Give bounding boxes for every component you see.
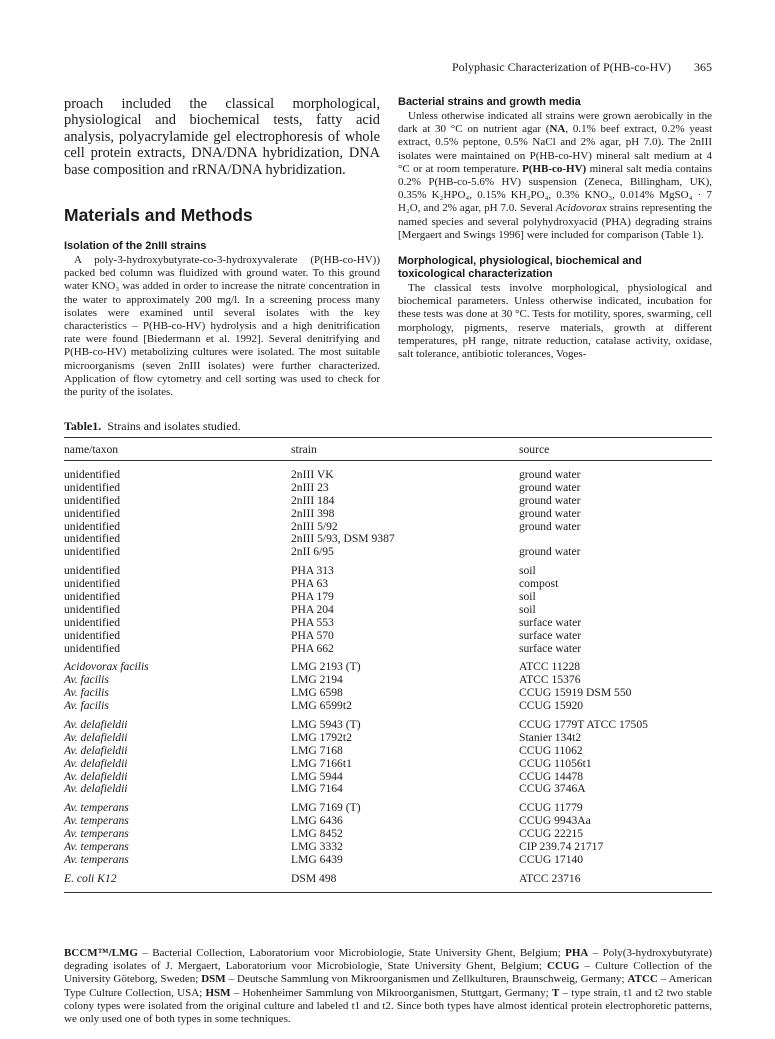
isolation-heading: Isolation of the 2nIII strains	[64, 240, 207, 253]
table-row	[64, 469, 712, 482]
table-row	[64, 533, 712, 546]
table-row	[64, 771, 712, 784]
page-number: 365	[694, 60, 712, 74]
bacterial-strains-paragraph	[398, 110, 712, 242]
table-row	[64, 687, 712, 700]
header-name-taxon: name/taxon	[64, 443, 119, 456]
cell-source: CCUG 15919 DSM 550	[519, 686, 632, 700]
intro-paragraph: proach included the classical morphological, physiological and biochemical tests, fatty acid analysis, polyacrylamide gel electrophoresis of whole cell protein extracts, DNA/DNA hybridization, DNA base composition and rRNA/DNA hybridization.	[64, 96, 380, 178]
cell-source: ATCC 15376	[519, 673, 581, 687]
table-row	[64, 854, 712, 867]
cell-strain: LMG 6436	[291, 814, 343, 828]
cell-strain: LMG 7166t1	[291, 756, 352, 770]
cell-strain: 2nIII 5/93, DSM 9387	[291, 532, 395, 546]
bact-text-3: mineral salt media contains 0.2% P(HB-co-5.6% HV) suspension (Zeneca, Billingham, UK), 0.35% K₂HPO₄, 0.15% KH₂PO₄, 0.3% KNO₃, 0.014% MgSO₄ · 7 H₂O, and 2% agar, pH 7.0. Several	[398, 162, 712, 215]
cell-taxon: unidentified	[64, 615, 121, 629]
right-column	[398, 96, 712, 361]
cell-strain: 2nII 6/95	[291, 545, 334, 559]
cell-source: CCUG 3746A	[519, 782, 586, 796]
bacterial-strains-heading: Bacterial strains and growth media	[398, 96, 581, 108]
table-row	[64, 783, 712, 796]
cell-source: ground water	[519, 480, 581, 494]
table-bottom-rule	[64, 892, 712, 893]
cell-source: soil	[519, 590, 536, 604]
strains-table	[64, 437, 712, 893]
fn-term-hsm: HSM	[205, 986, 231, 999]
table-body	[64, 461, 712, 886]
cell-source: soil	[519, 602, 536, 616]
cell-taxon: unidentified	[64, 545, 121, 559]
table-row	[64, 630, 712, 643]
cell-taxon: unidentified	[64, 641, 121, 655]
table-row	[64, 565, 712, 578]
cell-strain: 2nIII 398	[291, 506, 335, 520]
morphological-heading: Morphological, physiological, biochemical and toxicological characterization	[398, 255, 642, 281]
cell-source: CCUG 17140	[519, 852, 584, 866]
table-row	[64, 578, 712, 591]
cell-strain: LMG 2193 (T)	[291, 660, 361, 674]
cell-source: CCUG 22215	[519, 827, 584, 841]
cell-taxon: Av. delafieldii	[64, 718, 128, 732]
cell-taxon: unidentified	[64, 493, 121, 507]
cell-source: CCUG 11779	[519, 801, 583, 815]
bact-phb: P(HB-co-HV)	[522, 162, 587, 175]
cell-taxon: E. coli K12	[64, 871, 117, 885]
table-row	[64, 815, 712, 828]
fn-desc-pha: – Poly(3-hydroxybutyrate) degrading isolates of J. Mergaert, Laboratorium voor Microbiologie, State University Ghent, Belgium;	[64, 947, 712, 973]
cell-taxon: unidentified	[64, 590, 121, 604]
cell-taxon: unidentified	[64, 532, 121, 546]
left-column	[64, 96, 380, 399]
section-title: Materials and Methods	[64, 205, 253, 226]
bact-text-2: , 0.1% beef extract, 0.2% yeast extract, 0.5% peptone, 0.5% NaCl and 2% agar, pH 7.0). The 2nIII isolates were maintained on P(HB-co-HV) mineral salt medium at 4 °C or at room temperature.	[398, 123, 712, 175]
cell-taxon: Av. temperans	[64, 814, 129, 828]
bact-text-1: Unless otherwise indicated all strains were grown aerobically in the dark at 30 °C on nutrient agar (	[398, 110, 712, 136]
cell-strain: LMG 8452	[291, 827, 343, 841]
fn-desc-dsm: – Deutsche Sammlung von Mikroorganismen und Zellkulturen, Braunschweig, Germany;	[225, 973, 628, 986]
cell-source: ATCC 23716	[519, 871, 581, 885]
cell-taxon: Av. facilis	[64, 673, 109, 687]
fn-term-pha: PHA	[565, 947, 589, 959]
morphological-paragraph: The classical tests involve morphological, physiological and biochemical parameters. Unless otherwise indicated, incubation for these tests was done at 30 °C. Tests for motility, spores, swarming, cell morphology, pigments, reserve materials, growth at different temperatures, pH range, nitrate reduction, catalase activity, oxidase, salt tolerance, antibiotic tolerances, Voges-	[398, 282, 712, 361]
table-row	[64, 841, 712, 854]
fn-term-ccug: CCUG	[547, 960, 580, 973]
cell-source: CIP 239.74 21717	[519, 840, 604, 854]
bact-text-4: strains representing the named species and several polyhydroxyacid (PHA) degrading strains [Mergaert and Swings 1996] were included for comparison (Table 1).	[398, 202, 712, 241]
table-row	[64, 700, 712, 713]
table-row	[64, 617, 712, 630]
header-strain: strain	[291, 443, 317, 456]
cell-taxon: unidentified	[64, 564, 121, 578]
cell-source: CCUG 11056t1	[519, 756, 592, 770]
fn-term-type: T	[551, 986, 560, 999]
cell-strain: LMG 7168	[291, 743, 343, 757]
cell-strain: LMG 7169 (T)	[291, 801, 361, 815]
cell-taxon: Acidovorax facilis	[64, 660, 149, 674]
cell-source: compost	[519, 577, 559, 591]
cell-source: ground water	[519, 468, 581, 481]
fn-desc-type: – type strain, t1 and t2 two stable colony types were isolated from the original culture and labeled t1 and t2. Since both types have almost identical protein electrophoretic patterns, we only used one of both types in some techniques.	[64, 986, 713, 1026]
table-row	[64, 495, 712, 508]
cell-strain: LMG 3332	[291, 840, 343, 854]
table-row	[64, 643, 712, 656]
cell-taxon: Av. delafieldii	[64, 756, 128, 770]
table-row	[64, 828, 712, 841]
table-row	[64, 719, 712, 732]
cell-strain: LMG 6598	[291, 686, 343, 700]
header-source: source	[519, 443, 550, 456]
cell-strain: 2nIII 184	[291, 493, 335, 507]
cell-strain: PHA 63	[291, 577, 329, 591]
cell-taxon: unidentified	[64, 468, 121, 481]
fn-desc-lmg: – Bacterial Collection, Laboratorium voor Microbiologie, State University Ghent, Belgium;	[137, 947, 566, 959]
cell-source: ground water	[519, 493, 581, 507]
cell-strain: LMG 2194	[291, 673, 343, 687]
table-caption	[64, 419, 241, 434]
cell-taxon: Av. temperans	[64, 801, 129, 815]
cell-source: Stanier 134t2	[519, 730, 582, 744]
cell-taxon: Av. delafieldii	[64, 769, 128, 783]
cell-strain: 2nIII 5/92	[291, 519, 338, 533]
cell-strain: LMG 5944	[291, 769, 343, 783]
cell-source: soil	[519, 564, 536, 578]
cell-strain: PHA 553	[291, 615, 334, 629]
cell-source: CCUG 15920	[519, 699, 584, 713]
cell-taxon: unidentified	[64, 628, 121, 642]
bact-na: NA	[549, 123, 566, 136]
cell-source: ATCC 11228	[519, 660, 581, 674]
table-row	[64, 873, 712, 886]
cell-source: ground water	[519, 506, 581, 520]
table-row	[64, 758, 712, 771]
cell-taxon: Av. delafieldii	[64, 782, 128, 796]
cell-source: surface water	[519, 628, 582, 642]
cell-source: surface water	[519, 641, 582, 655]
cell-strain: 2nIII VK	[291, 468, 334, 481]
cell-taxon: Av. facilis	[64, 686, 109, 700]
cell-strain: DSM 498	[291, 871, 337, 885]
table-row	[64, 732, 712, 745]
cell-source: CCUG 9943Aa	[519, 814, 591, 828]
cell-source: CCUG 1779T ATCC 17505	[519, 718, 648, 732]
table-caption-label: Table1.	[64, 419, 102, 433]
cell-taxon: Av. delafieldii	[64, 730, 128, 744]
table-caption-text: Strains and isolates studied.	[107, 419, 241, 433]
table-row	[64, 745, 712, 758]
table-row	[64, 482, 712, 495]
table-row	[64, 591, 712, 604]
cell-source: surface water	[519, 615, 582, 629]
bact-genus: Acidovorax	[555, 202, 607, 215]
fn-desc-atcc: – American Type Culture Collection, USA;	[64, 973, 712, 999]
isolation-paragraph: A poly-3-hydroxybutyrate-co-3-hydroxyvalerate (P(HB-co-HV)) packed bed column was fluidized with ground water. To this ground water KNO₃ was added in order to increase the nitrate concentration in the water to approximately 200 mg/l. In a screening process many isolates were examined until several isolates with the key characteristics – P(HB-co-HV) hydrolysis and a high denitrification rate were found [Biedermann et al. 1992]. Several denitrifying and P(HB-co-HV) metabolizing cultures were isolated. The most suitable microorganisms (seven 2nIII isolates) were further characterized. Application of flow cytometry and cell sorting was used to check for the purity of the isolates.	[64, 254, 380, 399]
cell-taxon: Av. facilis	[64, 699, 109, 713]
cell-source: CCUG 11062	[519, 743, 583, 757]
table-row	[64, 661, 712, 674]
fn-desc-hsm: – Hohenheimer Sammlung von Mikroorganismen, Stuttgart, Germany;	[230, 986, 552, 999]
cell-strain: LMG 5943 (T)	[291, 718, 361, 732]
table-row	[64, 604, 712, 617]
cell-taxon: unidentified	[64, 577, 121, 591]
cell-strain: LMG 1792t2	[291, 730, 352, 744]
cell-strain: LMG 6599t2	[291, 699, 352, 713]
cell-strain: 2nIII 23	[291, 480, 329, 494]
cell-strain: PHA 204	[291, 602, 334, 616]
table-footnote	[64, 947, 712, 1026]
cell-taxon: unidentified	[64, 602, 121, 616]
fn-term-lmg: BCCM™/LMG	[64, 947, 138, 959]
cell-taxon: unidentified	[64, 519, 121, 533]
cell-taxon: Av. temperans	[64, 852, 129, 866]
cell-taxon: Av. temperans	[64, 840, 129, 854]
cell-strain: PHA 179	[291, 590, 334, 604]
cell-source: CCUG 14478	[519, 769, 584, 783]
fn-term-dsm: DSM	[201, 973, 226, 986]
cell-taxon: Av. temperans	[64, 827, 129, 841]
table-header	[64, 438, 712, 460]
fn-desc-ccug: – Culture Collection of the University Göteborg, Sweden;	[64, 960, 712, 986]
cell-source: ground water	[519, 519, 581, 533]
fn-term-atcc: ATCC	[627, 973, 658, 986]
cell-strain: PHA 570	[291, 628, 334, 642]
table-row	[64, 546, 712, 559]
cell-strain: PHA 313	[291, 564, 334, 578]
table-row	[64, 802, 712, 815]
table-row	[64, 508, 712, 521]
cell-taxon: unidentified	[64, 506, 121, 520]
running-head-title: Polyphasic Characterization of P(HB-co-HV)	[452, 60, 671, 74]
cell-strain: PHA 662	[291, 641, 334, 655]
cell-strain: LMG 7164	[291, 782, 343, 796]
cell-strain: LMG 6439	[291, 852, 343, 866]
cell-taxon: unidentified	[64, 480, 121, 494]
cell-taxon: Av. delafieldii	[64, 743, 128, 757]
cell-source: ground water	[519, 545, 581, 559]
